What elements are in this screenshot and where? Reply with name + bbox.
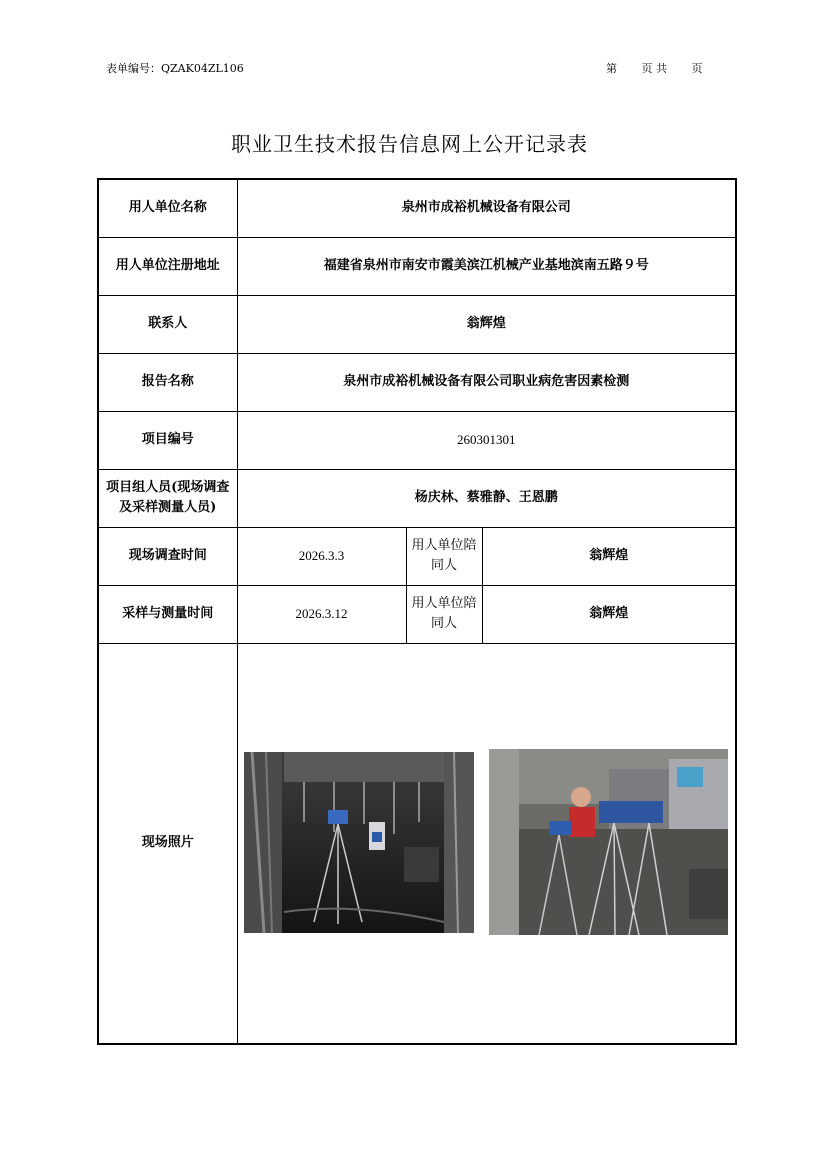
document-title: 职业卫生技术报告信息网上公开记录表 bbox=[231, 132, 588, 156]
employer-address-label: 用人单位注册地址 bbox=[98, 237, 237, 295]
record-table bbox=[97, 178, 737, 1045]
survey-companion-label: 用人单位陪同人 bbox=[406, 527, 482, 585]
row-employer-address bbox=[98, 237, 736, 295]
contact-value: 翁辉煌 bbox=[237, 295, 736, 353]
contact-label: 联系人 bbox=[98, 295, 237, 353]
project-number-label: 项目编号 bbox=[98, 411, 237, 469]
survey-companion: 翁辉煌 bbox=[482, 527, 736, 585]
sampling-date: 2026.3.12 bbox=[237, 585, 406, 643]
row-photos bbox=[98, 643, 736, 1044]
form-number: 表单编号：QZAK04ZL106 bbox=[106, 62, 244, 75]
employer-name-value: 泉州市成裕机械设备有限公司 bbox=[237, 179, 736, 237]
page-label-2: 页 共 bbox=[641, 62, 667, 75]
row-sampling bbox=[98, 585, 736, 643]
team-value: 杨庆林、蔡雅静、王恩鹏 bbox=[237, 469, 736, 527]
row-employer-name bbox=[98, 179, 736, 237]
row-team bbox=[98, 469, 736, 527]
row-contact bbox=[98, 295, 736, 353]
row-report-name bbox=[98, 353, 736, 411]
photos-label: 现场照片 bbox=[98, 643, 237, 1044]
page-label-3: 页 bbox=[691, 62, 703, 75]
site-photo-1-image bbox=[244, 752, 474, 933]
sampling-label: 采样与测量时间 bbox=[98, 585, 237, 643]
site-photo-2 bbox=[489, 749, 728, 935]
photos-container bbox=[238, 644, 736, 1043]
survey-label: 现场调查时间 bbox=[98, 527, 237, 585]
employer-address-value: 福建省泉州市南安市霞美滨江机械产业基地滨南五路９号 bbox=[237, 237, 736, 295]
report-name-label: 报告名称 bbox=[98, 353, 237, 411]
site-photo-1 bbox=[244, 752, 474, 933]
sampling-companion: 翁辉煌 bbox=[482, 585, 736, 643]
employer-name-label: 用人单位名称 bbox=[98, 179, 237, 237]
survey-date: 2026.3.3 bbox=[237, 527, 406, 585]
project-number-value: 260301301 bbox=[237, 411, 736, 469]
team-label: 项目组人员(现场调查及采样测量人员) bbox=[98, 469, 237, 527]
row-project-number bbox=[98, 411, 736, 469]
row-survey bbox=[98, 527, 736, 585]
page-indicator bbox=[606, 60, 702, 76]
report-name-value: 泉州市成裕机械设备有限公司职业病危害因素检测 bbox=[237, 353, 736, 411]
photos-cell bbox=[237, 643, 736, 1044]
page-label-1: 第 bbox=[606, 62, 617, 75]
site-photo-2-image bbox=[489, 749, 728, 935]
sampling-companion-label: 用人单位陪同人 bbox=[406, 585, 482, 643]
